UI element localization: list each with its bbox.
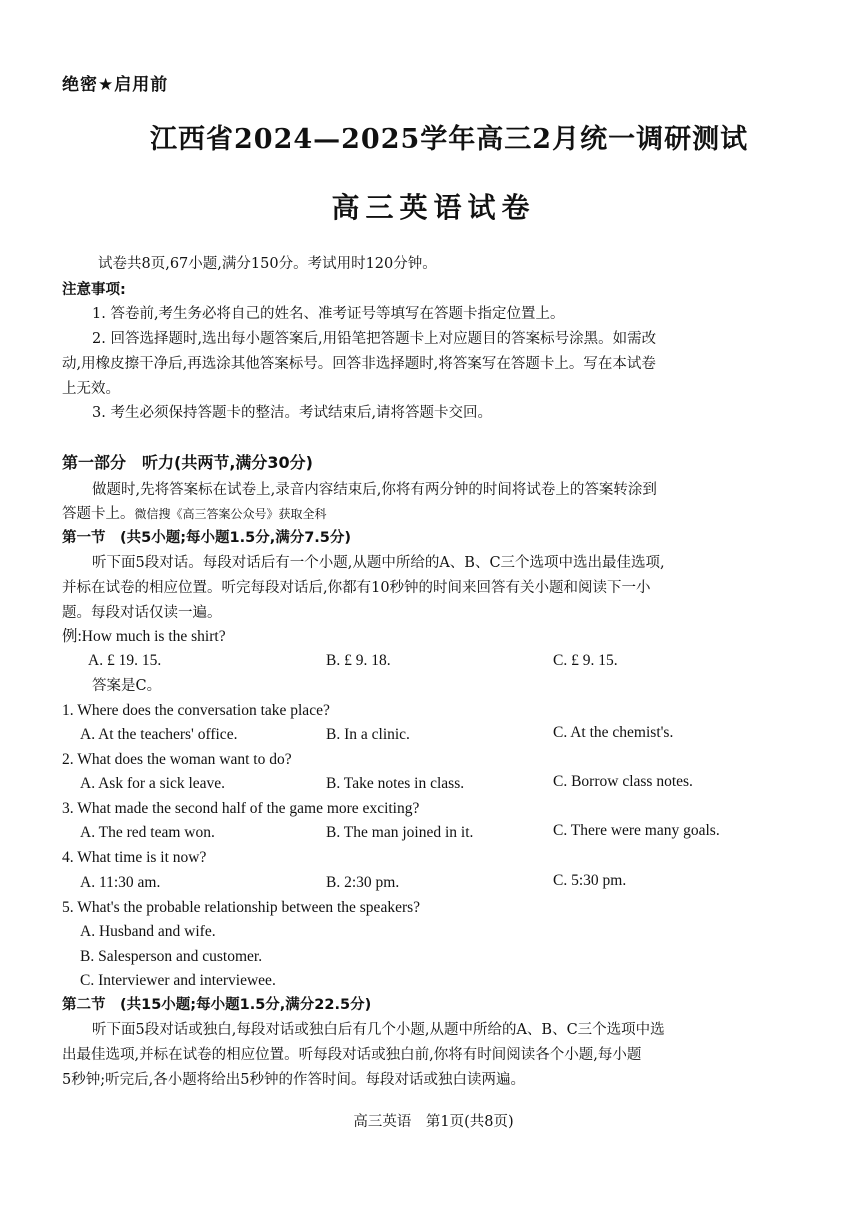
question-2: 2. What does the woman want to do? — [62, 751, 292, 768]
note-2-line-3: 上无效。 — [62, 381, 120, 397]
section2-instructions-line-1: 听下面5段对话或独白,每段对话或独白后有几个小题,从题中所给的A、B、C三个选项中选 — [92, 1022, 665, 1038]
confidential-label: 绝密★启用前 — [62, 75, 169, 95]
section2-heading: 第二节 (共15小题;每小题1.5分,满分22.5分) — [62, 997, 372, 1013]
q4-option-c: C. 5:30 pm. — [553, 872, 627, 889]
q1-option-b: B. In a clinic. — [326, 726, 410, 743]
part1-desc-text: 答题卡上。 — [62, 506, 135, 522]
q4-option-a: A. 11:30 am. — [80, 874, 161, 891]
example-option-c: C. £ 9. 15. — [553, 652, 618, 669]
section2-instructions-line-3: 5秒钟;听完后,各小题将给出5秒钟的作答时间。每段对话或独白读两遍。 — [62, 1072, 525, 1088]
question-1: 1. Where does the conversation take place? — [62, 702, 330, 719]
note-3: 3. 考生必须保持答题卡的整洁。考试结束后,请将答题卡交回。 — [92, 405, 493, 421]
q4-option-b: B. 2:30 pm. — [326, 874, 400, 891]
q1-option-c: C. At the chemist's. — [553, 724, 674, 741]
example-question: 例:How much is the shirt? — [62, 628, 226, 645]
note-1: 1. 答卷前,考生务必将自己的姓名、准考证号等填写在答题卡指定位置上。 — [92, 306, 565, 322]
question-3: 3. What made the second half of the game more exciting? — [62, 800, 420, 817]
wechat-note: 微信搜《高三答案公众号》获取全科 — [134, 507, 327, 521]
q1-option-a: A. At the teachers' office. — [80, 726, 238, 743]
q5-option-b: B. Salesperson and customer. — [80, 948, 263, 965]
q3-option-a: A. The red team won. — [80, 824, 215, 841]
example-answer: 答案是C。 — [92, 678, 162, 694]
notes-heading: 注意事项: — [62, 282, 126, 298]
exam-intro: 试卷共8页,67小题,满分150分。考试用时120分钟。 — [98, 256, 437, 272]
exam-subtitle: 高三英语试卷 — [331, 191, 536, 224]
q2-option-a: A. Ask for a sick leave. — [80, 775, 226, 792]
part1-heading: 第一部分 听力(共两节,满分30分) — [62, 453, 313, 472]
section1-heading: 第一节 (共5小题;每小题1.5分,满分7.5分) — [62, 530, 352, 546]
example-option-a: A. £ 19. 15. — [88, 652, 162, 669]
question-5: 5. What's the probable relationship between the speakers? — [62, 899, 421, 916]
section1-instructions-line-1: 听下面5段对话。每段对话后有一个小题,从题中所给的A、B、C三个选项中选出最佳选项, — [92, 555, 665, 571]
section1-instructions-line-2: 并标在试卷的相应位置。听完每段对话后,你都有10秒钟的时间来回答有关小题和阅读下一小 — [62, 580, 651, 596]
part1-desc-line-2 — [62, 503, 327, 525]
q2-option-c: C. Borrow class notes. — [553, 773, 693, 790]
question-4: 4. What time is it now? — [62, 849, 207, 866]
example-option-b: B. £ 9. 18. — [326, 652, 391, 669]
note-2-line-2: 动,用橡皮擦干净后,再选涂其他答案标号。回答非选择题时,将答案写在答题卡上。写在本试卷 — [62, 356, 656, 372]
q3-option-b: B. The man joined in it. — [326, 824, 474, 841]
q3-option-c: C. There were many goals. — [553, 822, 720, 839]
q5-option-c: C. Interviewer and interviewee. — [80, 972, 276, 989]
q5-option-a: A. Husband and wife. — [80, 923, 216, 940]
page-footer: 高三英语 第1页(共8页) — [353, 1114, 514, 1130]
section2-instructions-line-2: 出最佳选项,并标在试卷的相应位置。听每段对话或独白前,你将有时间阅读各个小题,每小题 — [62, 1047, 642, 1063]
exam-title: 江西省2024—2025学年高三2月统一调研测试 — [150, 124, 749, 155]
part1-desc-line-1: 做题时,先将答案标在试卷上,录音内容结束后,你将有两分钟的时间将试卷上的答案转涂到 — [92, 482, 657, 498]
section1-instructions-line-3: 题。每段对话仅读一遍。 — [62, 605, 222, 621]
q2-option-b: B. Take notes in class. — [326, 775, 465, 792]
note-2-line-1: 2. 回答选择题时,选出每小题答案后,用铅笔把答题卡上对应题目的答案标号涂黑。如需改 — [92, 331, 657, 347]
